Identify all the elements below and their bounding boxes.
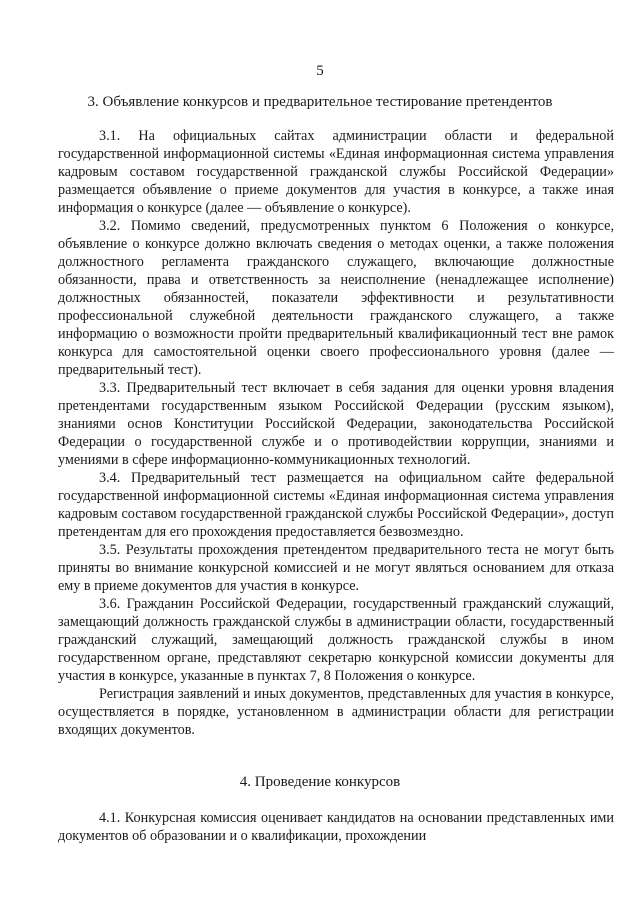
paragraph-3-6: 3.6. Гражданин Российской Федерации, государственный гражданский служащий, замещающий должность гражданской службы в администрации области, государственный гражданский служащий, замещающий должность гражданской службы в ином государственном органе, представляют секретарю конкурсной комиссии документы для участия в конкурсе, указанные в пунктах 7, 8 Положения о конкурсе. xyxy=(58,596,614,684)
paragraph-registration: Регистрация заявлений и иных документов, представленных для участия в конкурсе, осуществляется в порядке, установленном в администрации области для регистрации входящих документов. xyxy=(58,686,614,738)
section-4-title: 4. Проведение конкурсов xyxy=(239,774,401,790)
section-3-title: 3. Объявление конкурсов и предварительное тестирование претендентов xyxy=(87,94,553,110)
paragraph-3-1: 3.1. На официальных сайтах администрации области и федеральной государственной информационной системы «Единая информационная система управления кадровым составом государственной гражданской службы Российской Федерации» размещается объявление о приеме документов для участия в конкурсе, а также иная информация о конкурсе (далее — объявление о конкурсе). xyxy=(58,128,614,216)
paragraph-3-5: 3.5. Результаты прохождения претендентом предварительного теста не могут быть приняты во внимание конкурсной комиссией и не могут являться основанием для отказа ему в приеме документов для участия в конкурсе. xyxy=(58,542,614,594)
section-3-body xyxy=(58,127,614,739)
paragraph-3-3: 3.3. Предварительный тест включает в себя задания для оценки уровня владения претендентами государственным языком Российской Федерации (русским языком), знаниями основ Конституции Российской Федерации, законодательства Российской Федерации о государственной службе и о противодействии коррупции, знаниями и умениями в сфере информационно-коммуникационных технологий. xyxy=(58,380,614,468)
paragraph-3-2: 3.2. Помимо сведений, предусмотренных пунктом 6 Положения о конкурсе, объявление о конкурсе должно включать сведения о методах оценки, а также положения должностного регламента гражданского служащего, включающие должностные обязанности, права и ответственность за неисполнение (ненадлежащее исполнение) должностных обязанностей, показатели эффективности и результативности профессиональной служебной деятельности гражданского служащего, а также информацию о возможности пройти предварительный квалификационный тест вне рамок конкурса для самостоятельной оценки своего профессионального уровня (далее — предварительный тест). xyxy=(58,218,614,378)
paragraph-4-1: 4.1. Конкурсная комиссия оценивает кандидатов на основании представленных ими документов об образовании и о квалификации, прохождении xyxy=(58,810,614,844)
section-4-body xyxy=(58,809,614,845)
paragraph-3-4: 3.4. Предварительный тест размещается на официальном сайте федеральной государственной информационной системы «Единая информационная система управления кадровым составом государственной гражданской службы Российской Федерации», доступ претендентам для его прохождения предоставляется безвозмездно. xyxy=(58,470,614,540)
page-number: 5 xyxy=(316,63,324,79)
